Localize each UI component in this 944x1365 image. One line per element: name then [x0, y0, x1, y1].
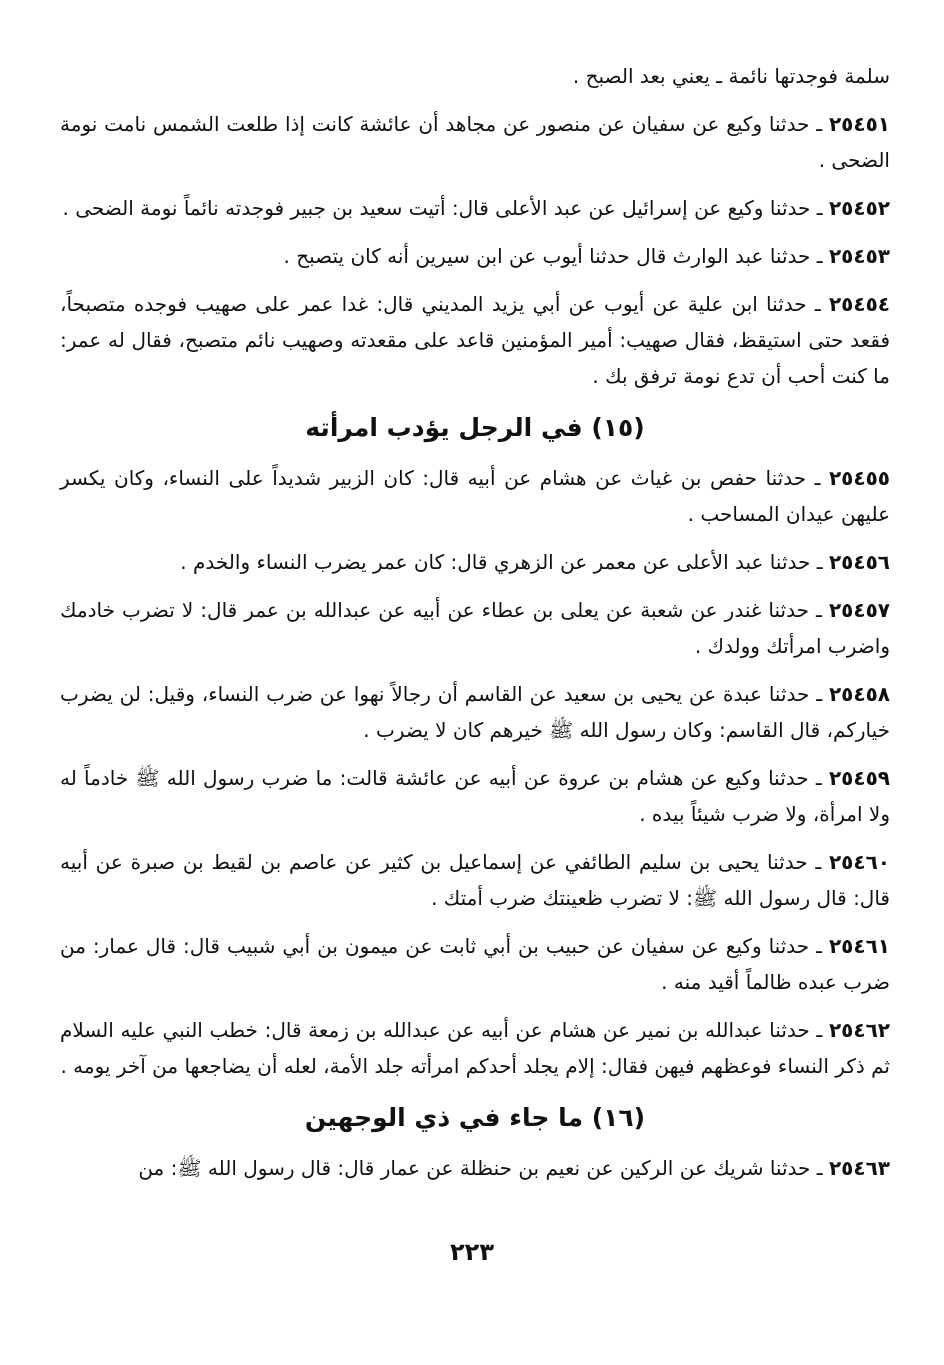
hadith-25452	[60, 190, 890, 226]
page-number: ٢٢٣	[450, 1238, 494, 1266]
hadith-text: ـ حدثنا وكيع عن سفيان عن حبيب بن أبي ثابت عن ميمون بن أبي شبيب قال: قال عمار: من ضرب عبده ظالماً أقيد منه .	[60, 934, 890, 994]
hadith-number: ٢٥٤٥٢	[828, 196, 890, 220]
hadith-text: ـ حدثنا ابن علية عن أيوب عن أبي يزيد المديني قال: غدا عمر على صهيب فوجده متصبحاً، فقعد حتى استيقظ، فقال صهيب: أمير المؤمنين قاعد على مقعدته وصهيب نائم متصبح، فقال له عمر: ما كنت أحب أن تدع نومة ترفق بك .	[60, 292, 890, 388]
hadith-25454	[60, 286, 890, 394]
hadith-text: ـ حدثنا يحيى بن سليم الطائفي عن إسماعيل بن كثير عن عاصم بن لقيط بن صبرة عن أبيه قال: قال رسول الله ﷺ: لا تضرب ظعينتك ضرب أمتك .	[60, 850, 890, 910]
hadith-number: ٢٥٤٥١	[828, 112, 890, 136]
hadith-number: ٢٥٤٥٤	[828, 292, 890, 316]
hadith-25461	[60, 928, 890, 1000]
hadith-number: ٢٥٤٦٣	[828, 1156, 890, 1180]
chapter-heading-16: (١٦) ما جاء في ذي الوجهين	[304, 1103, 646, 1132]
hadith-text: ـ حدثنا عبدالله بن نمير عن هشام عن أبيه عن عبدالله بن زمعة قال: خطب النبي عليه السلام ثم ذكر النساء فوعظهم فيهن فقال: إلام يجلد أحدكم امرأته جلد الأمة، لعله أن يضاجعها من آخر يومه .	[60, 1018, 890, 1078]
hadith-text: ـ حدثنا شريك عن الركين عن نعيم بن حنظلة عن عمار قال: قال رسول الله ﷺ: من	[138, 1156, 823, 1180]
page-body	[60, 58, 890, 1198]
hadith-number: ٢٥٤٥٧	[828, 598, 891, 622]
hadith-25455	[60, 460, 890, 532]
chapter-heading-15: (١٥) في الرجل يؤدب امرأته	[305, 413, 645, 442]
hadith-number: ٢٥٤٦١	[828, 934, 891, 958]
hadith-25459	[60, 760, 890, 832]
hadith-text: ـ حدثنا عبد الوارث قال حدثنا أيوب عن ابن سيرين أنه كان يتصبح .	[283, 244, 823, 268]
hadith-text: ـ حدثنا وكيع عن سفيان عن منصور عن مجاهد أن عائشة كانت إذا طلعت الشمس نامت نومة الضحى .	[60, 112, 890, 172]
paragraph: سلمة فوجدتها نائمة ـ يعني بعد الصبح .	[572, 64, 890, 88]
hadith-25463	[60, 1150, 890, 1186]
hadith-text: ـ حدثنا وكيع عن إسرائيل عن عبد الأعلى قال: أتيت سعيد بن جبير فوجدته نائماً نومة الضحى .	[62, 196, 823, 220]
hadith-25456	[60, 544, 890, 580]
hadith-number: ٢٥٤٥٣	[828, 244, 890, 268]
hadith-number: ٢٥٤٥٥	[828, 466, 890, 490]
hadith-number: ٢٥٤٦٢	[828, 1018, 890, 1042]
hadith-25462	[60, 1012, 890, 1084]
hadith-25457	[60, 592, 890, 664]
hadith-number: ٢٥٤٥٩	[828, 766, 891, 790]
hadith-25453	[60, 238, 890, 274]
hadith-text: ـ حدثنا عبدة عن يحيى بن سعيد عن القاسم أن رجالاً نهوا عن ضرب النساء، وقيل: لن يضرب خياركم، قال القاسم: وكان رسول الله ﷺ خيرهم كان لا يضرب .	[60, 682, 890, 742]
hadith-number: ٢٥٤٥٦	[828, 550, 890, 574]
hadith-25458	[60, 676, 890, 748]
hadith-number: ٢٥٤٥٨	[828, 682, 891, 706]
hadith-text: ـ حدثنا عبد الأعلى عن معمر عن الزهري قال: كان عمر يضرب النساء والخدم .	[180, 550, 823, 574]
hadith-number: ٢٥٤٦٠	[828, 850, 891, 874]
hadith-text: ـ حدثنا وكيع عن هشام بن عروة عن أبيه عن عائشة قالت: ما ضرب رسول الله ﷺ خادماً له ولا امرأة، ولا ضرب شيئاً بيده .	[60, 766, 890, 826]
hadith-25451	[60, 106, 890, 178]
hadith-25460	[60, 844, 890, 916]
hadith-text: ـ حدثنا حفص بن غياث عن هشام عن أبيه قال: كان الزبير شديداً على النساء، وكان يكسر عليهن عيدان المساحب .	[60, 466, 890, 526]
hadith-text: ـ حدثنا غندر عن شعبة عن يعلى بن عطاء عن أبيه عن عبدالله بن عمر قال: لا تضرب خادمك واضرب امرأتك وولدك .	[60, 598, 890, 658]
